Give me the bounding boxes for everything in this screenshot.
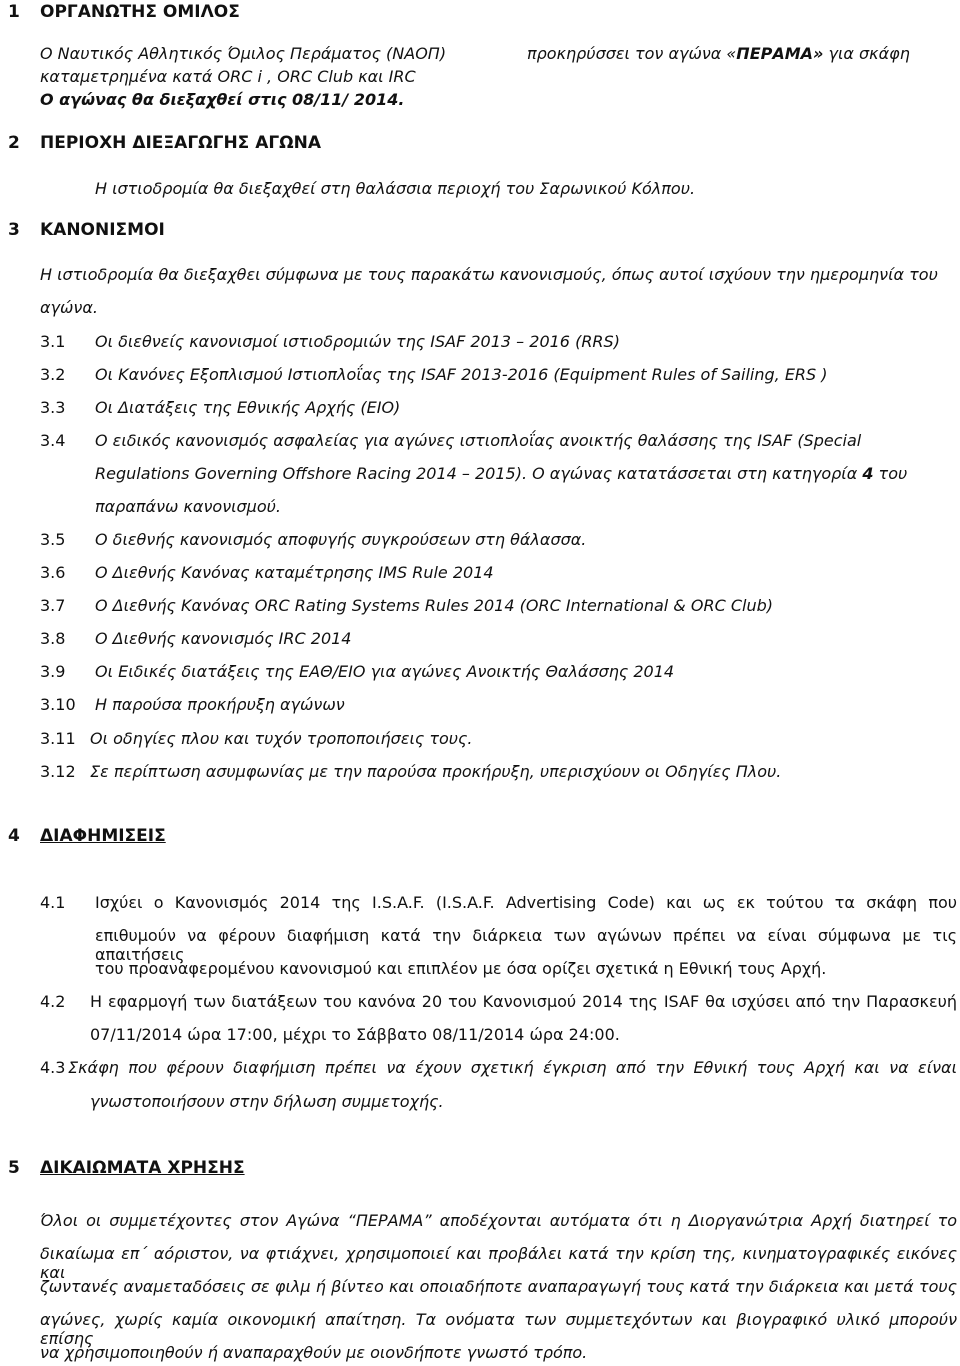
section-2-text: Η ιστιοδρομία θα διεξαχθεί στη θαλάσσια περιοχή του Σαρωνικού Κόλπου. [95,179,696,198]
ad-item-number: 4.2 [40,992,66,1011]
rule-item-text: Ο ειδικός κανονισμός ασφαλείας για αγώνες ιστιοπλοΐας ανοικτής θαλάσσης της ISAF (Special [95,431,862,450]
rule-item-number: 3.4 [40,431,66,450]
section-1-line1-right: προκηρύσσει τον αγώνα «ΠΕΡΑΜΑ» για σκάφη [527,44,910,63]
section-5-number: 5 [8,1158,20,1178]
ad-item-text-continued: του προαναφερομένου κανονισμού και επιπλέον με όσα ορίζει σχετικά η Εθνική τους Αρχή. [95,959,827,978]
section-1-line1-left: Ο Ναυτικός Αθλητικός Όμιλος Περάματος (ΝΑΟΠ) [40,44,447,63]
rule-item-text: Οι Κανόνες Εξοπλισμού Ιστιοπλοΐας της ISAF 2013-2016 (Equipment Rules of Sailing, ERS ) [95,365,828,384]
rule-item-text: Οι διεθνείς κανονισμοί ιστιοδρομιών της ISAF 2013 – 2016 (RRS) [95,332,620,351]
rule-item-number: 3.2 [40,365,66,384]
rule-item-text: Ο διεθνής κανονισμός αποφυγής συγκρούσεων στη θάλασσα. [95,530,587,549]
rights-text-line1: Όλοι οι συμμετέχοντες στον Αγώνα “ΠΕΡΑΜΑ” αποδέχονται αυτόματα ότι η Διοργανώτρια Αρχή διατηρεί το [40,1211,957,1230]
rule-item-number: 3.1 [40,332,66,351]
rights-text-line5: να χρησιμοποιηθούν ή αναπαραχθούν με οιονδήποτε γνωστό τρόπο. [40,1343,588,1362]
section-1-title: ΟΡΓΑΝΩΤΗΣ ΟΜΙΛΟΣ [40,2,240,22]
rule-item-number: 3.5 [40,530,66,549]
section-4-number: 4 [8,826,20,846]
section-2-number: 2 [8,133,20,153]
section-3-number: 3 [8,220,20,240]
rule-item-text: Η παρούσα προκήρυξη αγώνων [95,695,345,714]
rule-item-text: Ο Διεθνής Κανόνας ORC Rating Systems Rules 2014 (ORC International & ORC Club) [95,596,773,615]
section-1-line3: Ο αγώνας θα διεξαχθεί στις 08/11/ 2014. [40,90,405,109]
rule-item-text: Σε περίπτωση ασυμφωνίας με την παρούσα προκήρυξη, υπερισχύουν οι Οδηγίες Πλου. [90,762,782,781]
section-3-title: ΚΑΝΟΝΙΣΜΟΙ [40,220,165,240]
ad-item-text: Η εφαρμογή των διατάξεων του κανόνα 20 του Κανονισμού 2014 της ISAF θα ισχύσει από την Παρασκευή [90,992,957,1011]
rights-text-line2: δικαίωμα επ΄ αόριστον, να φτιάχνει, χρησιμοποιεί και προβάλει κατά την κρίση της, κινηματογραφικές εικόνες και [40,1244,957,1282]
section-5-title: ΔΙΚΑΙΩΜΑΤΑ ΧΡΗΣΗΣ [40,1158,245,1178]
ad-item-text-continued: γνωστοποιήσουν στην δήλωση συμμετοχής. [90,1092,444,1111]
section-3-intro-line2: αγώνα. [40,298,98,317]
rule-item-text: Οι Διατάξεις της Εθνικής Αρχής (ΕΙΟ) [95,398,401,417]
rule-item-text: Οι Ειδικές διατάξεις της ΕΑΘ/ΕΙΟ για αγώνες Ανοικτής Θαλάσσης 2014 [95,662,675,681]
rights-text-line4: αγώνες, χωρίς καμία οικονομική απαίτηση. Τα ονόματα των συμμετεχόντων και βιογραφικό υλικό μπορούν επίσης [40,1310,957,1348]
ad-item-text: Ισχύει ο Κανονισμός 2014 της I.S.A.F. (I.S.A.F. Advertising Code) και ως εκ τούτου τα σκάφη που [95,893,957,912]
ad-item-number: 4.1 [40,893,66,912]
section-3-intro-line1: Η ιστιοδρομία θα διεξαχθει σύμφωνα με τους παρακάτω κανονισμούς, όπως αυτοί ισχύουν την ημερομηνία του [40,265,938,284]
rule-item-number: 3.9 [40,662,66,681]
ad-item-text-continued: 07/11/2014 ώρα 17:00, μέχρι το Σάββατο 08/11/2014 ώρα 24:00. [90,1025,620,1044]
rule-item-text: Οι οδηγίες πλου και τυχόν τροποποιήσεις τους. [90,729,473,748]
ad-item-text-continued: επιθυμούν να φέρουν διαφήμιση κατά την διάρκεια των αγώνων πρέπει να είναι σύμφωνα με τις απαιτήσεις [95,926,957,964]
rule-item-number: 3.6 [40,563,66,582]
rule-item-number: 3.8 [40,629,66,648]
rights-text-line3: ζωντανές αναμεταδόσεις σε φιλμ ή βίντεο και οποιαδήποτε αναπαραγωγή τους κατά την διάρκεια και μετά τους [40,1277,957,1296]
section-1-number: 1 [8,2,20,22]
rule-item-number: 3.12 [40,762,76,781]
rule-item-text-continued: παραπάνω κανονισμού. [95,497,281,516]
section-4-title: ΔΙΑΦΗΜΙΣΕΙΣ [40,826,166,846]
ad-item-text: Σκάφη που φέρουν διαφήμιση πρέπει να έχουν σχετική έγκριση από την Εθνική τους Αρχή και να είναι [68,1058,957,1077]
rule-item-number: 3.10 [40,695,76,714]
rule-item-number: 3.3 [40,398,66,417]
rule-item-text: Ο Διεθνής Κανόνας καταμέτρησης IMS Rule 2014 [95,563,494,582]
ad-item-number: 4.3 [40,1058,66,1077]
rule-item-text-continued: Regulations Governing Offshore Racing 2014 – 2015). Ο αγώνας κατατάσσεται στη κατηγορία 4 του [95,464,908,483]
rule-item-text: Ο Διεθνής κανονισμός IRC 2014 [95,629,352,648]
rule-item-number: 3.7 [40,596,66,615]
section-1-line2: καταμετρημένα κατά ORC i , ORC Club και IRC [40,67,416,86]
rule-item-number: 3.11 [40,729,76,748]
section-2-title: ΠΕΡΙΟΧΗ ΔΙΕΞΑΓΩΓΗΣ ΑΓΩΝΑ [40,133,322,153]
